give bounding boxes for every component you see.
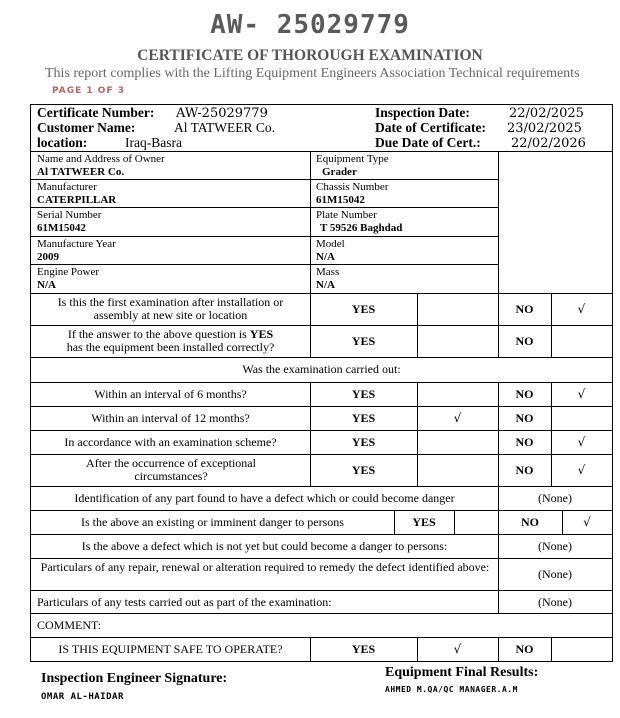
- chassis-number-label: Chassis Number: [316, 181, 389, 193]
- due-date-label: Due Date of Cert.:: [375, 135, 481, 150]
- q2-text-a: If the answer to the above question is: [67, 327, 250, 341]
- existing-danger-yes-label: YES: [412, 515, 436, 529]
- safe-yes-check: √: [453, 642, 462, 656]
- customer-name-label: Customer Name:: [37, 120, 136, 135]
- final-results-signature: AHMED M.QA/QC MANAGER.A.M: [385, 685, 518, 694]
- mass-label: Mass: [316, 266, 340, 278]
- serial-number-label: Serial Number: [37, 209, 102, 221]
- chassis-number-value: 61M15042: [316, 194, 365, 206]
- repair-particulars-value: (None): [538, 567, 572, 581]
- tests-particulars-value: (None): [538, 595, 572, 609]
- safe-to-operate-label: IS THIS EQUIPMENT SAFE TO OPERATE?: [58, 642, 283, 656]
- manufacture-year-value: 2009: [37, 251, 59, 263]
- certificate-table: [30, 104, 613, 662]
- engine-power-label: Engine Power: [37, 266, 100, 278]
- model-value: N/A: [316, 251, 335, 263]
- q6-yes-label: YES: [351, 463, 376, 477]
- question-12-months: Within an interval of 12 months?: [91, 411, 250, 425]
- q2-text-c: has the equipment been installed correctly?: [66, 340, 275, 354]
- future-danger-label: Is the above a defect which is not yet but could become a danger to persons:: [81, 539, 448, 553]
- q4-no-label: NO: [515, 411, 534, 425]
- defect-identification-label: Identification of any part found to have a defect which or could become danger: [74, 491, 455, 505]
- inspection-date-label: Inspection Date:: [375, 105, 470, 120]
- q4-yes-check: √: [453, 411, 462, 425]
- location-value: Iraq-Basra: [125, 135, 182, 150]
- question-exceptional-circumstances: After the occurrence of exceptional circumstances?: [86, 456, 256, 483]
- compliance-statement: This report complies with the Lifting Equipment Engineers Association Technical requirements: [45, 66, 580, 81]
- q6-no-label: NO: [515, 463, 534, 477]
- q3-no-label: NO: [515, 387, 534, 401]
- q1-yes-label: YES: [351, 302, 376, 316]
- plate-number-value: T 59526 Baghdad: [320, 222, 403, 234]
- engineer-signature-label: Inspection Engineer Signature:: [41, 671, 228, 686]
- mass-value: N/A: [316, 279, 335, 291]
- date-of-certificate-value: 23/02/2025: [507, 121, 582, 136]
- q2-no-label: NO: [515, 334, 534, 348]
- customer-name-value: Al TATWEER Co.: [174, 120, 276, 135]
- due-date-value: 22/02/2026: [511, 136, 586, 151]
- certificate-title: CERTIFICATE OF THOROUGH EXAMINATION: [137, 47, 483, 64]
- tests-particulars-label: Particulars of any tests carried out as part of the examination:: [37, 595, 332, 609]
- question-first-examination: Is this the first examination after installation or assembly at new site or location: [57, 295, 284, 322]
- plate-number-label: Plate Number: [316, 209, 377, 221]
- serial-number-value: 61M15042: [37, 222, 86, 234]
- final-results-label: Equipment Final Results:: [385, 665, 539, 680]
- certificate-number-value: AW-25029779: [176, 106, 268, 121]
- manufacture-year-label: Manufacture Year: [37, 238, 116, 250]
- engine-power-value: N/A: [37, 279, 56, 291]
- q6-no-check: √: [577, 463, 586, 477]
- q3-yes-label: YES: [351, 387, 376, 401]
- future-danger-value: (None): [538, 539, 572, 553]
- examination-carried-out-heading: Was the examination carried out:: [242, 362, 401, 376]
- q5-yes-label: YES: [351, 435, 376, 449]
- safe-no-label: NO: [515, 642, 534, 656]
- q3-no-check: √: [577, 387, 586, 401]
- manufacturer-value: CATERPILLAR: [37, 194, 117, 206]
- owner-value: Al TATWEER Co.: [37, 166, 125, 178]
- equipment-type-value: Grader: [322, 166, 357, 178]
- q5-no-check: √: [577, 435, 586, 449]
- equipment-type-label: Equipment Type: [316, 153, 389, 165]
- question-installed-correctly: [37, 328, 304, 354]
- existing-danger-label: Is the above an existing or imminent danger to persons: [81, 515, 344, 529]
- existing-danger-no-check: √: [583, 515, 591, 529]
- location-label: location:: [37, 135, 88, 150]
- page-number: PAGE 1 OF 3: [52, 86, 125, 96]
- question-6-months: Within an interval of 6 months?: [94, 387, 247, 401]
- owner-label: Name and Address of Owner: [37, 153, 165, 165]
- safe-yes-label: YES: [351, 642, 376, 656]
- q4-yes-label: YES: [351, 411, 376, 425]
- existing-danger-no-label: NO: [521, 515, 539, 529]
- q2-yes-label: YES: [351, 334, 376, 348]
- date-of-certificate-label: Date of Certificate:: [375, 120, 486, 135]
- defect-identification-value: (None): [538, 491, 572, 505]
- q5-no-label: NO: [515, 435, 534, 449]
- q1-no-label: NO: [515, 302, 534, 316]
- certificate-number-label: Certificate Number:: [37, 105, 155, 120]
- model-label: Model: [316, 238, 345, 250]
- engineer-signature-name: OMAR AL-HAIDAR: [41, 692, 124, 702]
- comment-label: COMMENT:: [37, 618, 102, 632]
- inspection-date-value: 22/02/2025: [509, 106, 584, 121]
- repair-particulars-label: Particulars of any repair, renewal or alteration required to remedy the defect identified above:: [40, 560, 490, 574]
- question-examination-scheme: In accordance with an examination scheme?: [64, 435, 277, 449]
- manufacturer-label: Manufacturer: [37, 181, 97, 193]
- q1-no-check: √: [577, 302, 586, 316]
- document-number: AW- 25029779: [210, 10, 410, 40]
- q2-text-yes: YES: [249, 327, 274, 341]
